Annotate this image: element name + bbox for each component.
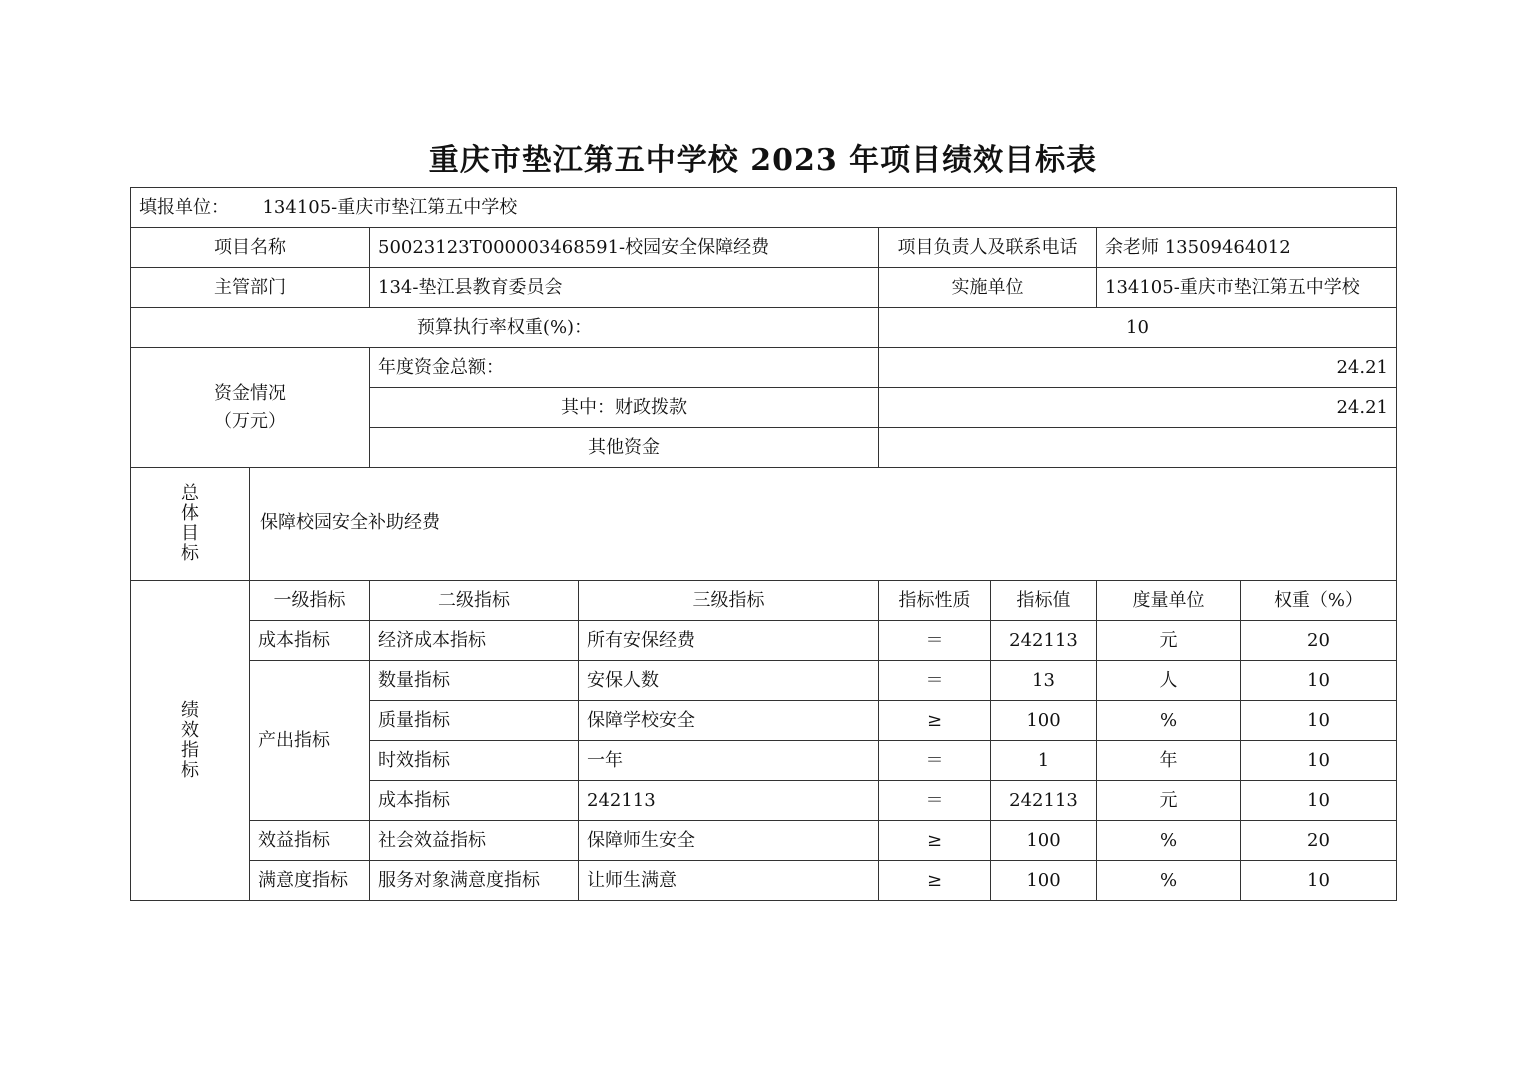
indicator-header-row bbox=[131, 581, 1397, 621]
implementing-unit-value: 134105-重庆市垫江第五中学校 bbox=[1097, 268, 1397, 308]
row-weight: 10 bbox=[1241, 781, 1397, 821]
overall-goal-char: 目 bbox=[181, 523, 199, 544]
row-weight: 10 bbox=[1241, 701, 1397, 741]
row-weight: 10 bbox=[1241, 741, 1397, 781]
header-level1: 一级指标 bbox=[250, 581, 370, 621]
row-unit: 人 bbox=[1097, 661, 1241, 701]
table-row bbox=[131, 821, 1397, 861]
project-contact-label: 项目负责人及联系电话 bbox=[879, 228, 1097, 268]
row-nature: ＝ bbox=[879, 741, 991, 781]
row-unit: 元 bbox=[1097, 621, 1241, 661]
performance-target-table bbox=[130, 187, 1397, 901]
row-level3: 让师生满意 bbox=[579, 861, 879, 901]
overall-goal-char: 体 bbox=[181, 503, 199, 524]
project-contact-value: 余老师 13509464012 bbox=[1097, 228, 1397, 268]
row-level3: 一年 bbox=[579, 741, 879, 781]
row-value: 1 bbox=[991, 741, 1097, 781]
row-nature: ＝ bbox=[879, 781, 991, 821]
row-level3: 保障师生安全 bbox=[579, 821, 879, 861]
page-title: 重庆市垫江第五中学校 2023 年项目绩效目标表 bbox=[428, 143, 1098, 178]
indicators-label-char: 效 bbox=[181, 719, 199, 741]
overall-goal-char: 标 bbox=[181, 543, 199, 564]
row-level2: 服务对象满意度指标 bbox=[370, 861, 579, 901]
row-nature: ≥ bbox=[879, 701, 991, 741]
row-weight: 20 bbox=[1241, 621, 1397, 661]
header-value: 指标值 bbox=[991, 581, 1097, 621]
group-benefit: 效益指标 bbox=[250, 821, 370, 861]
row-weight: 20 bbox=[1241, 821, 1397, 861]
funds-fiscal-value: 24.21 bbox=[879, 388, 1397, 428]
report-unit-cell bbox=[131, 188, 1397, 228]
row-value: 100 bbox=[991, 701, 1097, 741]
project-name-label: 项目名称 bbox=[131, 228, 370, 268]
overall-goal-text: 保障校园安全补助经费 bbox=[250, 468, 1397, 581]
indicators-label-char: 标 bbox=[181, 759, 199, 781]
header-nature: 指标性质 bbox=[879, 581, 991, 621]
table-row bbox=[131, 621, 1397, 661]
row-value: 100 bbox=[991, 861, 1097, 901]
row-unit: % bbox=[1097, 861, 1241, 901]
row-value: 13 bbox=[991, 661, 1097, 701]
row-level2: 成本指标 bbox=[370, 781, 579, 821]
row-level3: 242113 bbox=[579, 781, 879, 821]
row-level3: 所有安保经费 bbox=[579, 621, 879, 661]
row-unit: 年 bbox=[1097, 741, 1241, 781]
header-level2: 二级指标 bbox=[370, 581, 579, 621]
row-value: 242113 bbox=[991, 621, 1097, 661]
row-weight: 10 bbox=[1241, 861, 1397, 901]
funds-other-label: 其他资金 bbox=[370, 428, 879, 468]
row-nature: ＝ bbox=[879, 621, 991, 661]
row-unit: 元 bbox=[1097, 781, 1241, 821]
indicators-label-char: 指 bbox=[181, 739, 199, 761]
report-unit-label: 填报单位： bbox=[139, 196, 229, 218]
overall-goal-char: 总 bbox=[181, 483, 199, 504]
row-value: 100 bbox=[991, 821, 1097, 861]
row-level2: 数量指标 bbox=[370, 661, 579, 701]
department-label: 主管部门 bbox=[131, 268, 370, 308]
funds-total-row bbox=[131, 348, 1397, 388]
row-level3: 保障学校安全 bbox=[579, 701, 879, 741]
funds-total-label: 年度资金总额： bbox=[370, 348, 879, 388]
budget-weight-value: 10 bbox=[879, 308, 1397, 348]
row-level2: 质量指标 bbox=[370, 701, 579, 741]
row-level2: 经济成本指标 bbox=[370, 621, 579, 661]
project-name-row bbox=[131, 228, 1397, 268]
funds-label-line1: 资金情况 bbox=[214, 382, 286, 404]
header-unit: 度量单位 bbox=[1097, 581, 1241, 621]
department-value: 134-垫江县教育委员会 bbox=[370, 268, 879, 308]
group-satisfaction: 满意度指标 bbox=[250, 861, 370, 901]
row-level3: 安保人数 bbox=[579, 661, 879, 701]
overall-goal-label bbox=[131, 468, 250, 581]
row-level2: 时效指标 bbox=[370, 741, 579, 781]
row-unit: % bbox=[1097, 821, 1241, 861]
implementing-unit-label: 实施单位 bbox=[879, 268, 1097, 308]
group-cost: 成本指标 bbox=[250, 621, 370, 661]
funds-fiscal-label: 其中：财政拨款 bbox=[370, 388, 879, 428]
table-row bbox=[131, 661, 1397, 701]
row-weight: 10 bbox=[1241, 661, 1397, 701]
indicators-label-char: 绩 bbox=[181, 699, 199, 721]
row-nature: ≥ bbox=[879, 821, 991, 861]
funds-total-value: 24.21 bbox=[879, 348, 1397, 388]
row-nature: ＝ bbox=[879, 661, 991, 701]
funds-label-line2: （万元） bbox=[214, 410, 286, 432]
report-unit-row bbox=[131, 188, 1397, 228]
budget-weight-label: 预算执行率权重(%)： bbox=[131, 308, 879, 348]
row-level2: 社会效益指标 bbox=[370, 821, 579, 861]
row-unit: % bbox=[1097, 701, 1241, 741]
header-level3: 三级指标 bbox=[579, 581, 879, 621]
budget-weight-row bbox=[131, 308, 1397, 348]
funds-label bbox=[131, 348, 370, 468]
header-weight: 权重（%） bbox=[1241, 581, 1397, 621]
table-row bbox=[131, 861, 1397, 901]
project-name-value: 50023123T000003468591-校园安全保障经费 bbox=[370, 228, 879, 268]
report-unit-value: 134105-重庆市垫江第五中学校 bbox=[262, 196, 518, 218]
funds-other-value bbox=[879, 428, 1397, 468]
group-output: 产出指标 bbox=[250, 661, 370, 821]
overall-goal-row bbox=[131, 468, 1397, 581]
row-nature: ≥ bbox=[879, 861, 991, 901]
row-value: 242113 bbox=[991, 781, 1097, 821]
department-row bbox=[131, 268, 1397, 308]
indicators-label bbox=[131, 581, 250, 901]
